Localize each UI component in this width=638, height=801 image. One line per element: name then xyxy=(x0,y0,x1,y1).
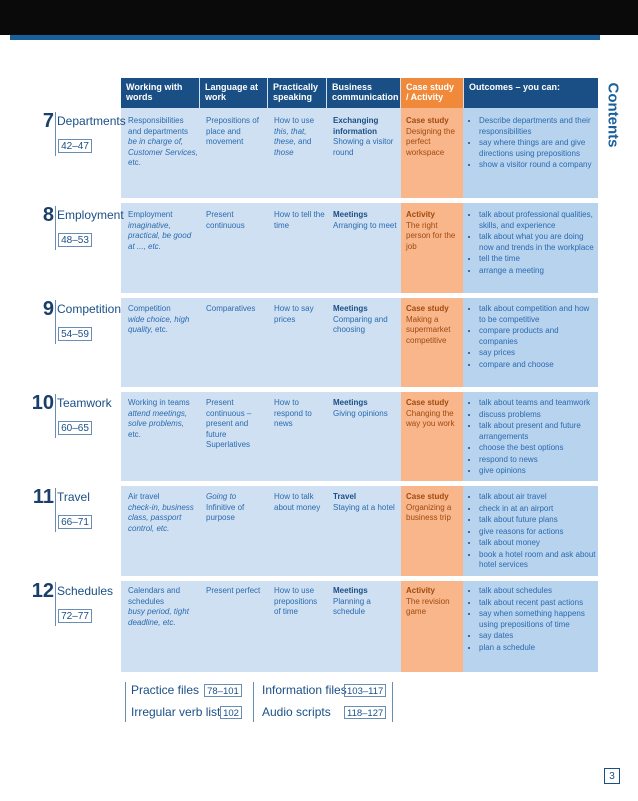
header-working-with-words: Working with words xyxy=(121,78,199,108)
cell-outcomes xyxy=(470,116,596,172)
cell-case-study: Activity The revision game xyxy=(406,586,450,616)
unit-divider xyxy=(55,394,56,438)
outcome-item: • talk about recent past actions xyxy=(479,598,596,609)
unit-pages: 54–59 xyxy=(58,327,92,341)
cell-business-communication: Meetings Arranging to meet xyxy=(333,210,397,230)
outcome-item: • talk about competition and how to be competitive xyxy=(479,304,596,325)
cell-practically-speaking: How to respond to news xyxy=(274,398,312,428)
cell-practically-speaking: How to tell the time xyxy=(274,210,325,230)
contents-side-tab-label: Contents xyxy=(604,82,622,148)
header-case-study: Case study / Activity xyxy=(401,78,463,108)
top-dark-band xyxy=(0,0,638,35)
contents-side-tab xyxy=(600,75,626,155)
cell-outcomes xyxy=(470,398,596,478)
outcome-item: • say when something happens using prepositions of time xyxy=(479,609,596,630)
cell-outcomes xyxy=(470,304,596,371)
unit-divider xyxy=(55,112,56,156)
outcome-item: • talk about schedules xyxy=(479,586,596,597)
audio-scripts-link[interactable]: Audio scripts xyxy=(262,705,331,719)
outcome-item: • respond to news xyxy=(479,455,596,466)
row-separator xyxy=(121,387,598,392)
outcome-item: • talk about money xyxy=(479,538,596,549)
cell-case-study: Case study Changing the way you work xyxy=(406,398,455,428)
unit-number: 12 xyxy=(31,580,54,602)
outcome-item: • compare and choose xyxy=(479,360,596,371)
cell-outcomes xyxy=(470,210,596,277)
unit-number: 11 xyxy=(32,486,54,508)
unit-pages: 72–77 xyxy=(58,609,92,623)
cell-case-study: Case study Organizing a business trip xyxy=(406,492,452,522)
outcome-item: • talk about teams and teamwork xyxy=(479,398,596,409)
cell-business-communication: Meetings Comparing and choosing xyxy=(333,304,388,334)
row-separator xyxy=(121,198,598,203)
outcome-item: • Describe departments and their responsibilities xyxy=(479,116,596,137)
outcome-item: • talk about what you are doing now and trends in the workplace xyxy=(479,232,596,253)
outcome-item: • compare products and companies xyxy=(479,326,596,347)
outcome-item: • talk about professional qualities, skills, and experience xyxy=(479,210,596,231)
unit-title: Departments xyxy=(57,114,126,128)
header-outcomes: Outcomes – you can: xyxy=(464,78,598,108)
information-files-pages: 103–117 xyxy=(344,684,386,697)
cell-outcomes xyxy=(470,586,596,654)
cell-case-study: Case study Designing the perfect workspace xyxy=(406,116,455,157)
unit-title: Schedules xyxy=(57,584,114,598)
unit-title: Employment xyxy=(57,208,124,222)
top-blue-rule xyxy=(10,35,600,40)
unit-title: Competition xyxy=(57,302,122,316)
outcome-item: • book a hotel room and ask about hotel services xyxy=(479,550,596,571)
irregular-verb-list-pages: 102 xyxy=(220,706,242,719)
outcome-item: • talk about present and future arrangements xyxy=(479,421,596,442)
outcome-item: • plan a schedule xyxy=(479,643,596,654)
row-separator xyxy=(121,293,598,298)
cell-business-communication: Meetings Giving opinions xyxy=(333,398,388,418)
unit-number: 8 xyxy=(42,204,54,226)
footer-rule xyxy=(392,682,393,722)
unit-title: Travel xyxy=(57,490,90,504)
footer-rule xyxy=(253,682,254,722)
outcome-item: • check in at an airport xyxy=(479,504,596,515)
unit-pages: 42–47 xyxy=(58,139,92,153)
cell-outcomes xyxy=(470,492,596,572)
outcome-item: • choose the best options xyxy=(479,443,596,454)
information-files-link[interactable]: Information files xyxy=(262,683,347,697)
header-business-communication: Business communication xyxy=(327,78,400,108)
practice-files-pages: 78–101 xyxy=(204,684,242,697)
irregular-verb-list-link[interactable]: Irregular verb list xyxy=(131,705,221,719)
cell-business-communication: Exchanging information Showing a visitor round xyxy=(333,116,394,157)
cell-language-at-work: Present continuous xyxy=(206,210,245,230)
cell-practically-speaking: How to say prices xyxy=(274,304,314,324)
outcome-item: • tell the time xyxy=(479,254,596,265)
outcome-item: • say prices xyxy=(479,348,596,359)
unit-divider xyxy=(55,300,56,344)
cell-language-at-work: Going to Infinitive of purpose xyxy=(206,492,245,522)
cell-case-study: Case study Making a supermarket competitive xyxy=(406,304,451,345)
cell-working-with-words: Calendars and schedules busy period, tight deadline, etc. xyxy=(128,586,189,627)
row-separator xyxy=(121,576,598,581)
cell-practically-speaking: How to use this, that, these, and those xyxy=(274,116,315,157)
cell-working-with-words: Responsibilities and departments be in charge of, Customer Services, etc. xyxy=(128,116,198,167)
cell-business-communication: Meetings Planning a schedule xyxy=(333,586,371,616)
header-practically-speaking: Practically speaking xyxy=(268,78,326,108)
cell-language-at-work: Present continuous – present and future Superlatives xyxy=(206,398,252,449)
outcome-item: • arrange a meeting xyxy=(479,266,596,277)
unit-pages: 60–65 xyxy=(58,421,92,435)
outcome-item: • show a visitor round a company xyxy=(479,160,596,171)
cell-language-at-work: Comparatives xyxy=(206,304,256,313)
unit-number: 9 xyxy=(42,298,54,320)
cell-case-study: Activity The right person for the job xyxy=(406,210,456,251)
unit-number: 10 xyxy=(31,392,54,414)
outcome-item: • give reasons for actions xyxy=(479,527,596,538)
page-number: 3 xyxy=(604,768,620,784)
unit-divider xyxy=(55,582,56,626)
cell-practically-speaking: How to use prepositions of time xyxy=(274,586,318,616)
unit-divider xyxy=(55,488,56,532)
audio-scripts-pages: 118–127 xyxy=(344,706,386,719)
outcome-item: • say where things are and give directions using prepositions xyxy=(479,138,596,159)
header-language-at-work: Language at work xyxy=(200,78,267,108)
cell-business-communication: Travel Staying at a hotel xyxy=(333,492,395,512)
cell-practically-speaking: How to talk about money xyxy=(274,492,321,512)
footer-rule xyxy=(125,682,126,722)
cell-language-at-work: Present perfect xyxy=(206,586,261,595)
practice-files-link[interactable]: Practice files xyxy=(131,683,200,697)
unit-divider xyxy=(55,206,56,250)
outcome-item: • say dates xyxy=(479,631,596,642)
outcome-item: • talk about air travel xyxy=(479,492,596,503)
cell-working-with-words: Air travel check-in, business class, passport control, etc. xyxy=(128,492,194,533)
cell-language-at-work: Prepositions of place and movement xyxy=(206,116,259,146)
unit-title: Teamwork xyxy=(57,396,112,410)
outcome-item: • give opinions xyxy=(479,466,596,477)
cell-working-with-words: Working in teams attend meetings, solve problems, etc. xyxy=(128,398,190,439)
outcome-item: • discuss problems xyxy=(479,410,596,421)
unit-pages: 48–53 xyxy=(58,233,92,247)
unit-pages: 66–71 xyxy=(58,515,92,529)
unit-number: 7 xyxy=(42,110,54,132)
outcome-item: • talk about future plans xyxy=(479,515,596,526)
cell-working-with-words: Competition wide choice, high quality, etc. xyxy=(128,304,190,334)
cell-working-with-words: Employment imaginative, practical, be good at ..., etc. xyxy=(128,210,192,251)
row-separator xyxy=(121,481,598,486)
